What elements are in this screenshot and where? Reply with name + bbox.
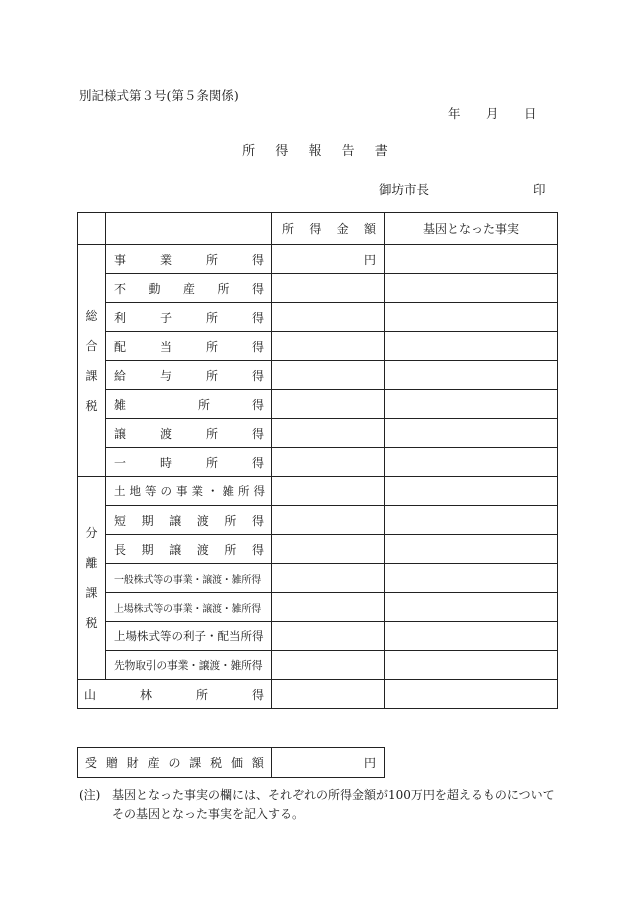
gift-label-cell: 受 贈 財 産 の 課 税 価 額 <box>78 748 272 778</box>
amount-cell[interactable] <box>272 274 385 303</box>
amount-cell[interactable] <box>272 651 385 680</box>
table-row <box>78 593 558 622</box>
fact-cell[interactable] <box>385 448 558 477</box>
gift-amount-cell[interactable]: 円 <box>272 748 385 778</box>
table-row <box>78 680 558 709</box>
addressee: 御坊市長 <box>379 182 430 197</box>
row-label: 一 時 所 得 <box>106 448 272 477</box>
table-row <box>78 303 558 332</box>
note-mark: (注) <box>79 788 101 802</box>
row-label: 先物取引の事業・譲渡・雑所得 <box>106 651 272 680</box>
date-year: 年 <box>448 106 461 121</box>
gift-tax-table <box>77 747 385 778</box>
amount-cell[interactable] <box>272 535 385 564</box>
seal-mark: 印 <box>533 182 546 197</box>
amount-cell[interactable] <box>272 593 385 622</box>
page-title <box>0 140 630 159</box>
amount-cell[interactable]: 円 <box>272 245 385 274</box>
row-label: 事 業 所 得 <box>106 245 272 274</box>
table-row <box>78 564 558 593</box>
fact-cell[interactable] <box>385 564 558 593</box>
amount-cell[interactable] <box>272 506 385 535</box>
fact-cell[interactable] <box>385 477 558 506</box>
amount-cell[interactable] <box>272 332 385 361</box>
note <box>79 786 564 824</box>
income-table <box>77 212 558 709</box>
fact-cell[interactable] <box>385 274 558 303</box>
amount-cell[interactable] <box>272 361 385 390</box>
row-label: 長 期 譲 渡 所 得 <box>106 535 272 564</box>
header-char: 所 <box>282 222 295 236</box>
title-char: 所 <box>242 144 256 159</box>
table-row <box>78 506 558 535</box>
date-day: 日 <box>524 106 537 121</box>
date-line <box>448 104 537 122</box>
table-row <box>78 390 558 419</box>
row-label: 譲 渡 所 得 <box>106 419 272 448</box>
row-label: 上場株式等の事業・譲渡・雑所得 <box>106 593 272 622</box>
table-row <box>78 477 558 506</box>
note-text: 基因となった事実の欄には、それぞれの所得金額が100万円を超えるものについてその基因となった事実を記入する。 <box>112 788 555 821</box>
amount-cell[interactable] <box>272 448 385 477</box>
fact-cell[interactable] <box>385 419 558 448</box>
fact-cell[interactable] <box>385 506 558 535</box>
title-char: 書 <box>374 144 388 159</box>
title-char: 得 <box>275 144 289 159</box>
title-char: 報 <box>308 144 322 159</box>
header-char: 得 <box>309 222 322 236</box>
row-label: 不 動 産 所 得 <box>106 274 272 303</box>
row-label: 給 与 所 得 <box>106 361 272 390</box>
table-row <box>78 748 385 778</box>
header-amount-cell <box>272 213 385 245</box>
row-label: 短 期 譲 渡 所 得 <box>106 506 272 535</box>
amount-cell[interactable] <box>272 564 385 593</box>
header-char: 額 <box>363 222 376 236</box>
fact-cell[interactable] <box>385 680 558 709</box>
fact-cell[interactable] <box>385 303 558 332</box>
table-row <box>78 361 558 390</box>
fact-cell[interactable] <box>385 622 558 651</box>
row-label: 上場株式等の利子・配当所得 <box>106 622 272 651</box>
section-comprehensive: 総 合 課 税 <box>78 245 106 477</box>
table-row <box>78 419 558 448</box>
header-blank-cell <box>78 213 106 245</box>
section-separate: 分 離 課 税 <box>78 477 106 680</box>
amount-cell[interactable] <box>272 303 385 332</box>
table-row <box>78 448 558 477</box>
fact-cell[interactable] <box>385 651 558 680</box>
amount-cell[interactable] <box>272 622 385 651</box>
row-label-forest: 山 林 所 得 <box>78 680 272 709</box>
title-char: 告 <box>341 144 355 159</box>
row-label: 雑 所 得 <box>106 390 272 419</box>
table-row <box>78 651 558 680</box>
fact-cell[interactable] <box>385 593 558 622</box>
fact-cell[interactable] <box>385 245 558 274</box>
amount-cell[interactable] <box>272 419 385 448</box>
amount-cell[interactable] <box>272 477 385 506</box>
table-row <box>78 332 558 361</box>
row-label: 利 子 所 得 <box>106 303 272 332</box>
amount-cell[interactable] <box>272 680 385 709</box>
fact-cell[interactable] <box>385 390 558 419</box>
row-label: 土 地 等 の 事 業 ・ 雑 所 得 <box>106 477 272 506</box>
table-row <box>78 622 558 651</box>
form-label: 別記様式第３号(第５条関係) <box>79 88 239 103</box>
fact-cell[interactable] <box>385 535 558 564</box>
date-month: 月 <box>486 106 499 121</box>
table-row <box>78 245 558 274</box>
header-blank-cell <box>106 213 272 245</box>
amount-cell[interactable] <box>272 390 385 419</box>
table-header-row <box>78 213 558 245</box>
header-fact-cell: 基因となった事実 <box>385 213 558 245</box>
fact-cell[interactable] <box>385 332 558 361</box>
header-char: 金 <box>336 222 349 236</box>
row-label: 配 当 所 得 <box>106 332 272 361</box>
fact-cell[interactable] <box>385 361 558 390</box>
row-label: 一般株式等の事業・譲渡・雑所得 <box>106 564 272 593</box>
table-row <box>78 274 558 303</box>
table-row <box>78 535 558 564</box>
